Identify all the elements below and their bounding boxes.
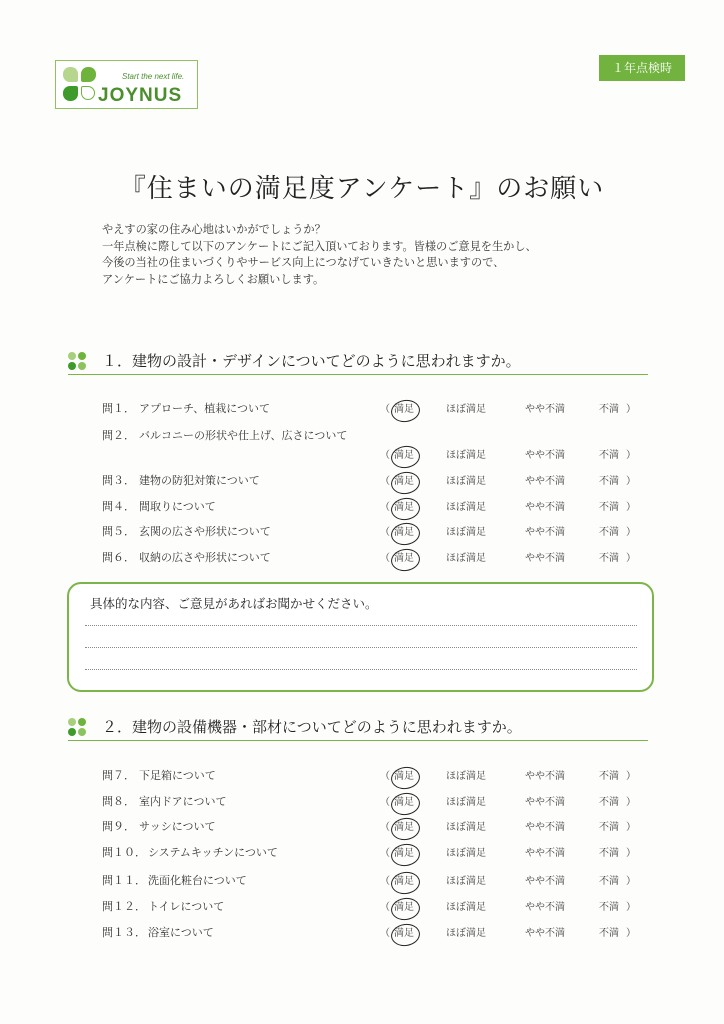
option-dissatisfied[interactable]: 不満: [599, 822, 619, 833]
option-mostly-satisfied[interactable]: ほぼ満足: [446, 527, 486, 538]
option-mostly-satisfied[interactable]: ほぼ満足: [446, 928, 486, 939]
intro-line: アンケートにご協力よろしくお願いします。: [102, 272, 325, 286]
option-dissatisfied[interactable]: 不満: [599, 771, 619, 782]
paren-open: （: [380, 476, 390, 487]
question-number: 問２．: [102, 429, 135, 442]
clover-icon: [68, 718, 86, 736]
option-satisfied[interactable]: 満足: [394, 876, 414, 887]
paren-close: ）: [626, 553, 636, 564]
question-number: 問５．: [102, 525, 135, 538]
rating-options: [380, 815, 636, 835]
paren-close: ）: [626, 502, 636, 513]
paren-open: （: [380, 902, 390, 913]
option-somewhat-dissatisfied[interactable]: やや不満: [525, 527, 565, 538]
comment-box[interactable]: [67, 582, 654, 692]
question-number: 問１３．: [102, 926, 146, 939]
option-mostly-satisfied[interactable]: ほぼ満足: [446, 797, 486, 808]
option-satisfied[interactable]: 満足: [394, 404, 414, 415]
question-number: 問６．: [102, 551, 135, 564]
comment-line[interactable]: [85, 669, 637, 670]
question-text: 洗面化粧台について: [148, 874, 247, 887]
option-dissatisfied[interactable]: 不満: [599, 502, 619, 513]
question-text: 浴室について: [148, 926, 214, 939]
question-number: 問３．: [102, 474, 135, 487]
clover-icon: [68, 352, 86, 370]
paren-open: （: [380, 876, 390, 887]
option-mostly-satisfied[interactable]: ほぼ満足: [446, 476, 486, 487]
rating-options: [380, 546, 636, 566]
option-somewhat-dissatisfied[interactable]: やや不満: [525, 771, 565, 782]
rating-options: [380, 443, 636, 463]
option-dissatisfied[interactable]: 不満: [599, 902, 619, 913]
option-mostly-satisfied[interactable]: ほぼ満足: [446, 848, 486, 859]
paren-close: ）: [626, 902, 636, 913]
option-dissatisfied[interactable]: 不満: [599, 928, 619, 939]
question-text: 室内ドアについて: [139, 795, 227, 808]
paren-open: （: [380, 822, 390, 833]
paren-open: （: [380, 928, 390, 939]
rating-options: [380, 469, 636, 489]
option-dissatisfied[interactable]: 不満: [599, 848, 619, 859]
paren-close: ）: [626, 771, 636, 782]
option-mostly-satisfied[interactable]: ほぼ満足: [446, 902, 486, 913]
option-dissatisfied[interactable]: 不満: [599, 797, 619, 808]
question-text: アプローチ、植栽について: [139, 402, 271, 415]
option-dissatisfied[interactable]: 不満: [599, 553, 619, 564]
option-mostly-satisfied[interactable]: ほぼ満足: [446, 553, 486, 564]
option-satisfied[interactable]: 満足: [394, 928, 414, 939]
option-satisfied[interactable]: 満足: [394, 771, 414, 782]
option-satisfied[interactable]: 満足: [394, 797, 414, 808]
rating-options: [380, 495, 636, 515]
option-somewhat-dissatisfied[interactable]: やや不満: [525, 476, 565, 487]
rating-options: [380, 921, 636, 941]
option-dissatisfied[interactable]: 不満: [599, 450, 619, 461]
option-dissatisfied[interactable]: 不満: [599, 404, 619, 415]
question-text: 下足箱について: [139, 769, 216, 782]
question-text: 間取りについて: [139, 500, 216, 513]
section-2-header: [68, 714, 648, 741]
rating-options: [380, 764, 636, 784]
option-dissatisfied[interactable]: 不満: [599, 476, 619, 487]
section-title: ２．建物の設備機器・部材についてどのように思われますか。: [102, 718, 522, 736]
question-number: 問９．: [102, 820, 135, 833]
rating-options: [380, 895, 636, 915]
paren-close: ）: [626, 848, 636, 859]
question-number: 問１．: [102, 402, 135, 415]
option-satisfied[interactable]: 満足: [394, 527, 414, 538]
intro-line: 一年点検に際して以下のアンケートにご記入頂いております。皆様のご意見を生かし、: [102, 239, 537, 253]
option-somewhat-dissatisfied[interactable]: やや不満: [525, 848, 565, 859]
logo-leaf-icon: [81, 67, 96, 82]
inspection-badge: １年点検時: [599, 55, 685, 81]
question-number: 問１２．: [102, 900, 146, 913]
option-mostly-satisfied[interactable]: ほぼ満足: [446, 822, 486, 833]
option-dissatisfied[interactable]: 不満: [599, 876, 619, 887]
option-satisfied[interactable]: 満足: [394, 450, 414, 461]
question-number: 問１０．: [102, 846, 146, 859]
page-title: 『住まいの満足度アンケート』のお願い: [119, 174, 605, 204]
question-text: バルコニーの形状や仕上げ、広さについて: [139, 429, 348, 442]
option-somewhat-dissatisfied[interactable]: やや不満: [525, 797, 565, 808]
option-mostly-satisfied[interactable]: ほぼ満足: [446, 450, 486, 461]
intro-line: やえすの家の住み心地はいかがでしょうか？: [102, 223, 326, 236]
paren-open: （: [380, 450, 390, 461]
option-mostly-satisfied[interactable]: ほぼ満足: [446, 502, 486, 513]
option-mostly-satisfied[interactable]: ほぼ満足: [446, 404, 486, 415]
paren-open: （: [380, 797, 390, 808]
comment-line[interactable]: [85, 647, 637, 648]
option-somewhat-dissatisfied[interactable]: やや不満: [525, 876, 565, 887]
question-text: 建物の防犯対策について: [139, 474, 260, 487]
option-satisfied[interactable]: 満足: [394, 553, 414, 564]
option-satisfied[interactable]: 満足: [394, 502, 414, 513]
paren-close: ）: [626, 876, 636, 887]
option-satisfied[interactable]: 満足: [394, 848, 414, 859]
paren-close: ）: [626, 822, 636, 833]
question-row: [102, 425, 642, 445]
rating-options: [380, 869, 636, 889]
question-number: 問４．: [102, 500, 135, 513]
logo-tagline: Start the next life.: [122, 72, 185, 81]
option-somewhat-dissatisfied[interactable]: やや不満: [525, 404, 565, 415]
option-somewhat-dissatisfied[interactable]: やや不満: [525, 450, 565, 461]
option-mostly-satisfied[interactable]: ほぼ満足: [446, 771, 486, 782]
option-somewhat-dissatisfied[interactable]: やや不満: [525, 902, 565, 913]
rating-options: [380, 790, 636, 810]
section-title: １．建物の設計・デザインについてどのように思われますか。: [102, 352, 521, 370]
paren-open: （: [380, 848, 390, 859]
paren-close: ）: [626, 476, 636, 487]
rating-options: [380, 520, 636, 540]
section-1-header: [68, 348, 648, 375]
paren-open: （: [380, 502, 390, 513]
intro-line: 今後の当社の住まいづくりやサービス向上につなげていきたいと思いますので、: [102, 256, 505, 269]
paren-open: （: [380, 527, 390, 538]
question-text: サッシについて: [139, 820, 216, 833]
option-satisfied[interactable]: 満足: [394, 902, 414, 913]
question-number: 問８．: [102, 795, 135, 808]
logo-leaf-icon: [63, 86, 78, 101]
question-text: システムキッチンについて: [148, 846, 278, 859]
option-dissatisfied[interactable]: 不満: [599, 527, 619, 538]
question-text: トイレについて: [148, 900, 225, 913]
paren-close: ）: [626, 404, 636, 415]
option-mostly-satisfied[interactable]: ほぼ満足: [446, 876, 486, 887]
paren-close: ）: [626, 450, 636, 461]
intro-text: [102, 222, 662, 288]
question-text: 玄関の広さや形状について: [139, 525, 271, 538]
rating-options: [380, 397, 636, 417]
question-number: 問７．: [102, 769, 135, 782]
paren-open: （: [380, 771, 390, 782]
rating-options: [380, 841, 636, 861]
paren-close: ）: [626, 527, 636, 538]
paren-close: ）: [626, 797, 636, 808]
option-somewhat-dissatisfied[interactable]: やや不満: [525, 822, 565, 833]
question-text: 収納の広さや形状について: [139, 551, 271, 564]
logo-leaf-icon: [63, 67, 78, 82]
logo-leaf-icon: [81, 86, 95, 100]
paren-open: （: [380, 404, 390, 415]
paren-close: ）: [626, 928, 636, 939]
comment-label: 具体的な内容、ご意見があればお聞かせください。: [90, 596, 378, 611]
option-somewhat-dissatisfied[interactable]: やや不満: [525, 553, 565, 564]
joynus-logo: [55, 60, 198, 109]
question-number: 問１１．: [102, 874, 146, 887]
paren-open: （: [380, 553, 390, 564]
option-satisfied[interactable]: 満足: [394, 476, 414, 487]
option-somewhat-dissatisfied[interactable]: やや不満: [525, 928, 565, 939]
logo-brand: JOYNUS: [98, 85, 183, 106]
option-satisfied[interactable]: 満足: [394, 822, 414, 833]
option-somewhat-dissatisfied[interactable]: やや不満: [525, 502, 565, 513]
comment-line[interactable]: [85, 625, 637, 626]
